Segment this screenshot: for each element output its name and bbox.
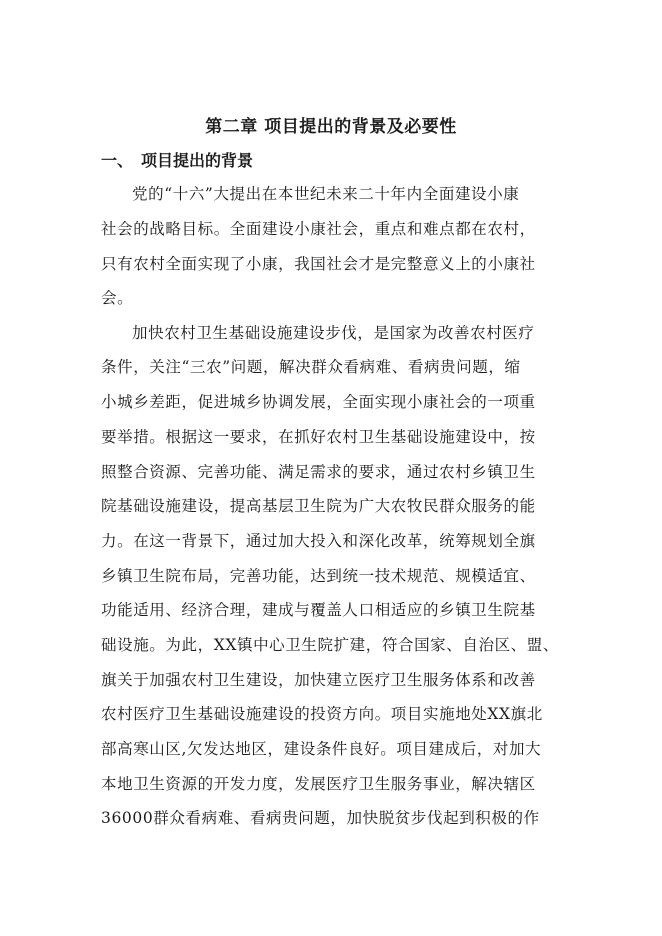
paragraph-2-line-10: 础设施。为此，XX镇中心卫生院扩建，符合国家、自治区、盟、 bbox=[101, 636, 559, 654]
section-title: 项目提出的背景 bbox=[141, 151, 254, 170]
paragraph-2-line-4: 要举措。根据这一要求，在抓好农村卫生基础设施建设中，按 bbox=[101, 428, 536, 446]
paragraph-2-line-9: 功能适用、经济合理，建成与覆盖人口相适应的乡镇卫生院基 bbox=[101, 601, 536, 619]
paragraph-2-line-15: 36000群众看病难、看病贵问题，加快脱贫步伐起到积极的作 bbox=[101, 809, 540, 827]
paragraph-2-line-13: 部高寒山区,欠发达地区，建设条件良好。项目建成后，对加大 bbox=[101, 740, 542, 758]
paragraph-2-line-1: 加快农村卫生基础设施建设步伐，是国家为改善农村医疗 bbox=[132, 324, 535, 342]
chapter-title: 第二章 项目提出的背景及必要性 bbox=[205, 117, 457, 137]
paragraph-2-line-5: 照整合资源、完善功能、满足需求的要求，通过农村乡镇卫生 bbox=[101, 463, 536, 481]
paragraph-2-line-2: 条件，关注“三农”问题，解决群众看病难、看病贵问题，缩 bbox=[101, 358, 521, 376]
paragraph-1-line-2: 社会的战略目标。全面建设小康社会，重点和难点都在农村， bbox=[101, 220, 536, 238]
paragraph-2-line-12: 农村医疗卫生基础设施建设的投资方向。项目实施地处XX旗北 bbox=[101, 705, 543, 723]
paragraph-2-line-7: 力。在这一背景下，通过加大投入和深化改革，统筹规划全旗 bbox=[101, 532, 536, 550]
paragraph-2-line-6: 院基础设施建设，提高基层卫生院为广大农牧民群众服务的能 bbox=[101, 497, 536, 515]
section-number: 一、 bbox=[101, 151, 134, 170]
paragraph-2-line-14: 本地卫生资源的开发力度，发展医疗卫生服务事业，解决辖区 bbox=[101, 775, 536, 793]
paragraph-2-line-3: 小城乡差距，促进城乡协调发展，全面实现小康社会的一项重 bbox=[101, 393, 536, 411]
paragraph-1-line-4: 会。 bbox=[101, 289, 134, 307]
paragraph-2-line-8: 乡镇卫生院布局，完善功能，达到统一技术规范、规模适宜、 bbox=[101, 567, 536, 585]
section-heading bbox=[101, 148, 253, 171]
paragraph-1-line-3: 只有农村全面实现了小康，我国社会才是完整意义上的小康社 bbox=[101, 255, 536, 273]
paragraph-2-line-11: 旗关于加强农村卫生建设，加快建立医疗卫生服务体系和改善 bbox=[101, 671, 536, 689]
paragraph-1-line-1: 党的“十六”大提出在本世纪未来二十年内全面建设小康 bbox=[132, 185, 520, 203]
